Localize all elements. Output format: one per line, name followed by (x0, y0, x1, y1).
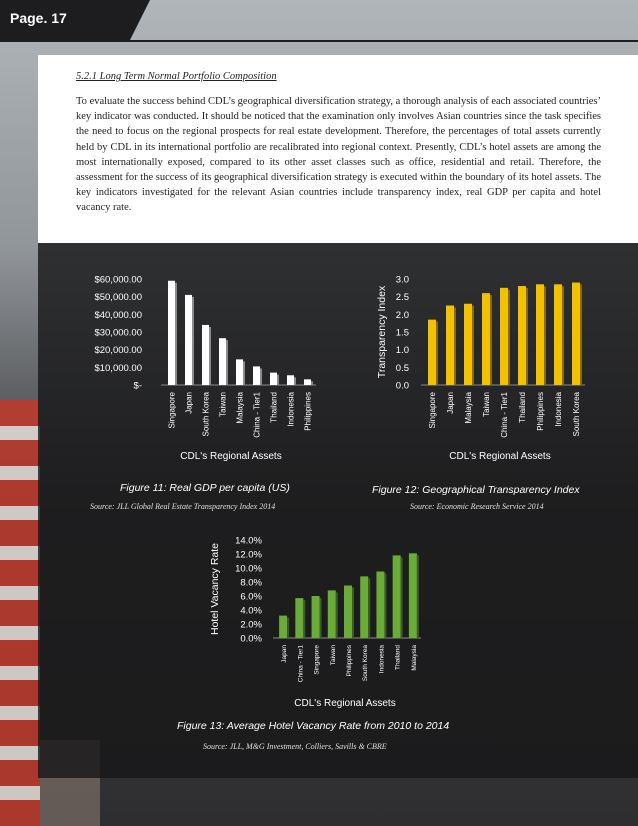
transparency-bar (500, 288, 508, 385)
vacancy-bar (295, 598, 303, 638)
vacancy-bar (393, 555, 401, 638)
transparency-category-label: Indonesia (554, 392, 563, 427)
transparency-category-label: Japan (446, 392, 455, 414)
transparency-ytick-label: 3.0 (395, 274, 409, 286)
vacancy-category-label: Taiwan (329, 645, 337, 666)
vacancy-y-axis-title: Hotel Vacancy Rate (209, 542, 221, 636)
vacancy-ytick-label: 14.0% (235, 535, 262, 547)
gdp-bar-side (243, 361, 245, 385)
vacancy-category-label: Indonesia (378, 645, 386, 674)
figure-13-caption: Figure 13: Average Hotel Vacancy Rate from 2010 to 2014 (177, 720, 450, 732)
gdp-bar-side (209, 327, 211, 385)
vacancy-bar-side (384, 574, 386, 639)
vacancy-bar (344, 586, 352, 639)
gdp-category-label: Taiwan (218, 392, 228, 417)
vacancy-bar (328, 590, 336, 638)
gdp-bar-side (175, 283, 177, 385)
transparency-bar-side (490, 295, 492, 385)
vacancy-bar (279, 616, 287, 638)
figure-12-caption: Figure 12: Geographical Transparency Index (372, 484, 580, 496)
gdp-bar (304, 379, 311, 385)
transparency-ytick-label: 1.0 (395, 345, 409, 357)
figure-11-source: Source: JLL Global Real Estate Transparency Index 2014 (90, 502, 276, 511)
gdp-category-label: China - Tier1 (252, 392, 262, 438)
gdp-category-label: Japan (184, 392, 194, 414)
vacancy-ytick-label: 6.0% (240, 591, 262, 603)
transparency-bar (464, 304, 472, 385)
figure-13-source: Source: JLL, M&G Investment, Colliers, Savills & CBRE (203, 742, 387, 751)
gdp-category-label: South Korea (201, 392, 211, 437)
transparency-bar-side (454, 308, 456, 386)
gdp-ytick-label: $40,000.00 (94, 309, 142, 321)
transparency-y-axis-title: Transparency Index (376, 285, 388, 379)
vacancy-category-label: Japan (281, 645, 289, 663)
transparency-ytick-label: 2.5 (395, 292, 409, 304)
transparency-bar (482, 293, 490, 385)
gdp-category-label: Indonesia (286, 392, 296, 427)
transparency-bar-side (508, 290, 510, 385)
vacancy-category-label: South Korea (362, 645, 370, 682)
gdp-bar-side (311, 381, 313, 385)
transparency-bar (518, 286, 526, 385)
gdp-bar-side (277, 375, 279, 385)
gdp-bar (219, 338, 226, 385)
transparency-bar (446, 306, 454, 386)
vacancy-ytick-label: 12.0% (235, 549, 262, 561)
vacancy-bar (409, 553, 417, 638)
gdp-ytick-label: $60,000.00 (94, 274, 142, 286)
transparency-bar (536, 284, 544, 385)
gdp-x-axis-title: CDL's Regional Assets (180, 451, 282, 462)
transparency-bar (572, 283, 580, 385)
vacancy-category-label: China - Tier1 (297, 645, 305, 683)
gdp-bar (287, 375, 294, 385)
transparency-category-label: Taiwan (482, 392, 491, 417)
vacancy-ytick-label: 10.0% (235, 563, 262, 575)
transparency-bar-side (436, 322, 438, 385)
transparency-bar-side (472, 306, 474, 385)
transparency-ytick-label: 1.5 (395, 327, 409, 339)
vacancy-bar (360, 576, 368, 638)
vacancy-bar-side (336, 592, 338, 638)
gdp-bar-side (192, 297, 194, 385)
vacancy-ytick-label: 0.0% (240, 633, 262, 645)
transparency-x-axis-title: CDL's Regional Assets (449, 451, 551, 462)
gdp-category-label: Singapore (167, 392, 177, 429)
vacancy-bar-side (401, 557, 403, 638)
gdp-ytick-label: $30,000.00 (94, 327, 142, 339)
vacancy-bar-side (287, 618, 289, 638)
gdp-bar (253, 366, 260, 385)
transparency-bar-side (526, 288, 528, 385)
transparency-bar (554, 284, 562, 385)
transparency-category-label: South Korea (572, 392, 581, 437)
gdp-category-label: Philippines (303, 392, 313, 431)
vacancy-bar-side (417, 555, 419, 638)
transparency-bar-side (562, 286, 564, 385)
vacancy-bar-side (303, 600, 305, 638)
transparency-ytick-label: 0.5 (395, 362, 409, 374)
gdp-ytick-label: $10,000.00 (94, 362, 142, 374)
transparency-bar (428, 320, 436, 385)
transparency-bar-side (580, 285, 582, 385)
transparency-category-label: China - Tier1 (500, 392, 509, 438)
figure-11-caption: Figure 11: Real GDP per capita (US) (120, 482, 290, 494)
body-paragraph: To evaluate the success behind CDL’s geographical diversification strategy, a thorough analysis of each associated countries’ key indicator was conducted. It should be noticed that the examination only involves Asian countries since the task specifies the need to focus on the regional prospects for real estate development. Therefore, the percentages of total assets currently held by CDL in its international portfolio are recalibrated into regional context. Presently, CDL’s hotel assets are among the most internationally exposed, compared to its other asset classes such as office, residential and retail. Therefore, the assessment for the success of its geographical diversification strategy is executed within the boundary of its hotel assets. The key indicators investigated for the relevant Asian countries include transparency index, real GDP per capita and hotel vacancy rate. (76, 96, 601, 214)
gdp-bar-side (294, 377, 296, 385)
gdp-bar (236, 359, 243, 385)
gdp-bar-side (226, 340, 228, 385)
gdp-bar (202, 325, 209, 385)
transparency-category-label: Malaysia (464, 392, 473, 424)
transparency-ytick-label: 0.0 (395, 380, 409, 392)
vacancy-bar (312, 596, 320, 638)
transparency-ytick-label: 2.0 (395, 309, 409, 321)
page-number: Page. 17 (10, 10, 67, 26)
vacancy-ytick-label: 8.0% (240, 577, 262, 589)
gdp-bar (185, 295, 192, 385)
vacancy-category-label: Malaysia (410, 645, 418, 671)
transparency-category-label: Philippines (536, 392, 545, 431)
section-title: 5.2.1 Long Term Normal Portfolio Composition (76, 71, 277, 82)
vacancy-ytick-label: 4.0% (240, 605, 262, 617)
gdp-category-label: Thailand (269, 392, 279, 423)
figure-12-source: Source: Economic Research Service 2014 (410, 502, 544, 511)
vacancy-bar (376, 572, 384, 639)
vacancy-category-label: Thailand (394, 645, 402, 670)
transparency-bar-side (544, 286, 546, 385)
transparency-category-label: Thailand (518, 392, 527, 423)
vacancy-ytick-label: 2.0% (240, 619, 262, 631)
gdp-ytick-label: $50,000.00 (94, 292, 142, 304)
vacancy-bar-side (352, 588, 354, 639)
gdp-bar (270, 373, 277, 385)
gdp-bar-side (260, 368, 262, 385)
gdp-category-label: Malaysia (235, 392, 245, 424)
vacancy-bar-side (368, 578, 370, 638)
transparency-category-label: Singapore (428, 392, 437, 429)
gdp-ytick-label: $- (133, 380, 142, 392)
gdp-bar (168, 281, 175, 385)
vacancy-x-axis-title: CDL's Regional Assets (294, 698, 396, 709)
vacancy-category-label: Singapore (313, 645, 321, 675)
gdp-ytick-label: $20,000.00 (94, 345, 142, 357)
vacancy-bar-side (320, 598, 322, 638)
vacancy-category-label: Philippines (346, 645, 353, 677)
